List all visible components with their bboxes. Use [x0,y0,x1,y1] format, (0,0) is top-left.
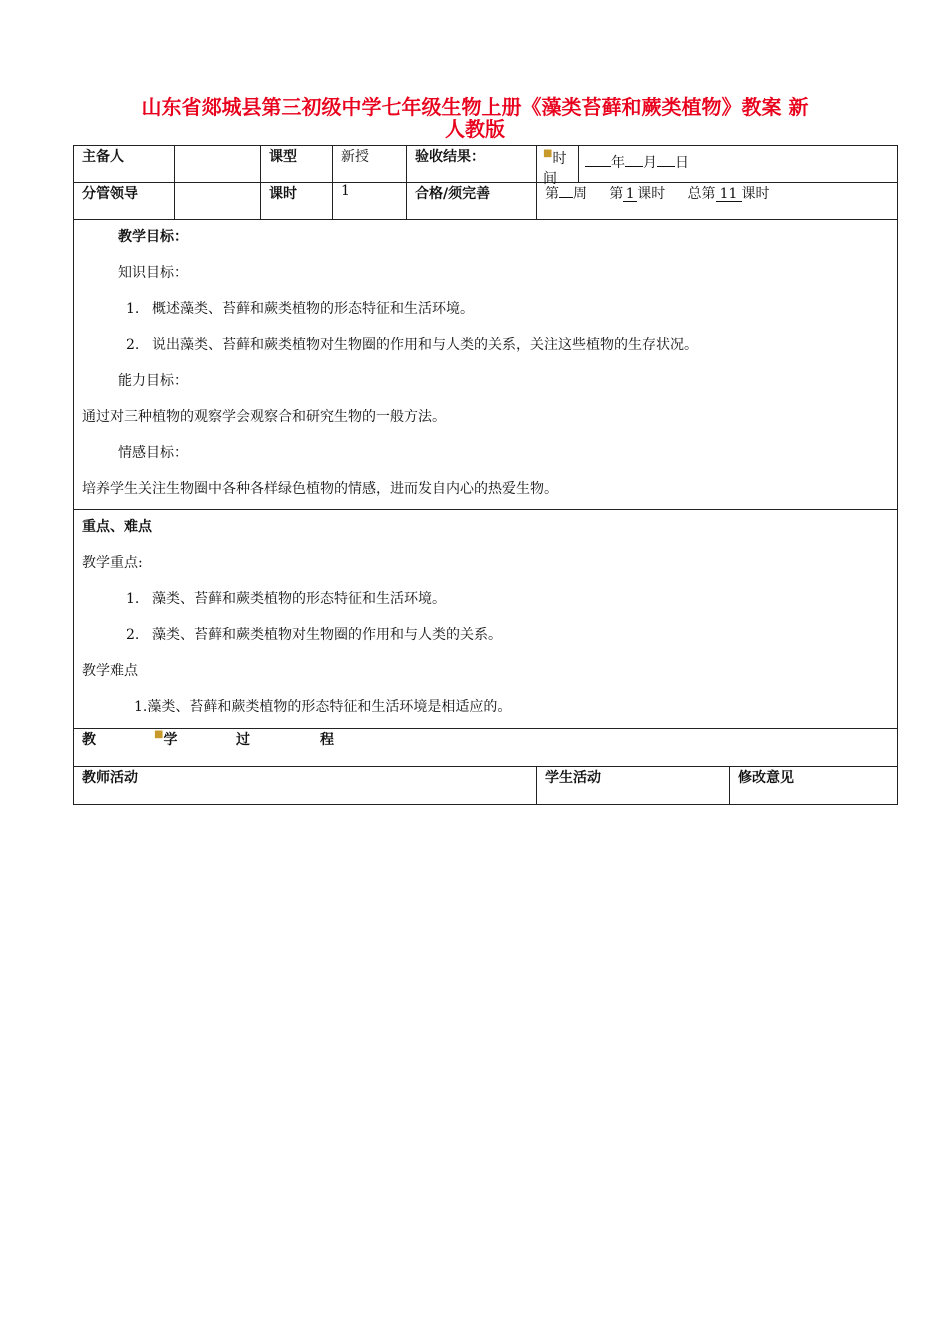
lesson-type-value: 新授 [333,146,407,183]
marker-dot-icon: ■ [154,729,164,740]
item-number: 1. [126,591,140,607]
revision-header: 修改意见 [730,767,898,805]
month-label: 月 [643,155,657,171]
process-char: 教 [82,732,96,748]
preparer-value[interactable] [175,146,261,183]
schedule-cell [537,183,898,220]
item-number: 2. [126,627,140,643]
item-text: 概述藻类、苔藓和蕨类植物的形态特征和生活环境。 [152,301,474,317]
header-row-2 [74,183,898,220]
month-blank[interactable] [625,166,643,167]
time-label-cell [537,146,579,187]
emotion-heading: 情感目标： [118,445,188,461]
total-suffix: 课时 [741,186,770,202]
supervisor-value[interactable] [175,183,261,220]
week-prefix: 第 [545,186,559,202]
supervisor-label: 分管领导 [74,183,175,220]
difficulty-item: 1.藻类、苔藓和蕨类植物的形态特征和生活环境是相适应的。 [134,699,512,715]
week-suffix: 周 [573,186,587,202]
key-points-heading: 重点、难点 [82,519,152,535]
acceptance-label: 验收结果： [407,146,537,183]
preparer-label: 主备人 [74,146,175,183]
lesson-number: 1 [623,187,637,202]
header-row-1 [74,146,898,183]
focus-heading: 教学重点: [82,555,143,571]
item-text: 藻类、苔藓和蕨类植物的形态特征和生活环境。 [152,591,446,607]
student-activity-header: 学生活动 [537,767,730,805]
teacher-activity-header: 教师活动 [74,767,537,805]
process-heading [74,729,898,767]
day-blank[interactable] [657,166,675,167]
lesson-prefix: 第 [609,186,624,202]
knowledge-heading: 知识目标： [118,265,188,281]
date-field[interactable] [579,146,897,182]
key-points-section [74,510,898,729]
lesson-suffix: 课时 [637,186,666,202]
year-label: 年 [611,155,625,171]
time-cell [537,146,898,187]
total-prefix: 总第 [687,186,716,202]
time-label: 时间 [543,151,567,187]
activity-header-row [74,767,898,805]
total-number: 11 [716,187,742,202]
lesson-type-label: 课型 [261,146,333,183]
focus-item [82,590,889,608]
process-char: ■学 [154,729,178,748]
process-row [74,729,898,767]
hours-value: 1 [333,183,407,220]
process-char: 过 [236,732,250,748]
title-line-1: 山东省郯城县第三初级中学七年级生物上册《藻类苔藓和蕨类植物》教案 新 [141,95,809,119]
pass-label: 合格/须完善 [407,183,537,220]
item-text: 说出藻类、苔藓和蕨类植物对生物圈的作用和与人类的关系，关注这些植物的生存状况。 [152,337,698,353]
item-text: 藻类、苔藓和蕨类植物对生物圈的作用和与人类的关系。 [152,627,502,643]
title-line-2: 人教版 [445,117,505,141]
focus-item [82,626,889,644]
ability-heading: 能力目标： [118,373,188,389]
hours-label: 课时 [261,183,333,220]
emotion-text: 培养学生关注生物圈中各种各样绿色植物的情感，进而发自内心的热爱生物。 [82,481,558,497]
day-label: 日 [675,155,689,171]
process-char: 程 [320,732,334,748]
knowledge-item [82,336,889,354]
difficulty-heading: 教学难点 [82,663,138,679]
objectives-row [74,220,898,510]
knowledge-item [82,300,889,318]
week-blank[interactable] [559,197,573,198]
objectives-heading: 教学目标： [118,229,188,245]
lesson-plan-table [73,145,898,805]
marker-dot-icon: ■ [543,148,553,159]
item-number: 2. [126,337,140,353]
key-points-row [74,510,898,729]
item-number: 1. [126,301,140,317]
ability-text: 通过对三种植物的观察学会观察合和研究生物的一般方法。 [82,409,446,425]
year-blank[interactable] [585,166,611,167]
objectives-section [74,220,898,510]
document-title [60,96,890,140]
